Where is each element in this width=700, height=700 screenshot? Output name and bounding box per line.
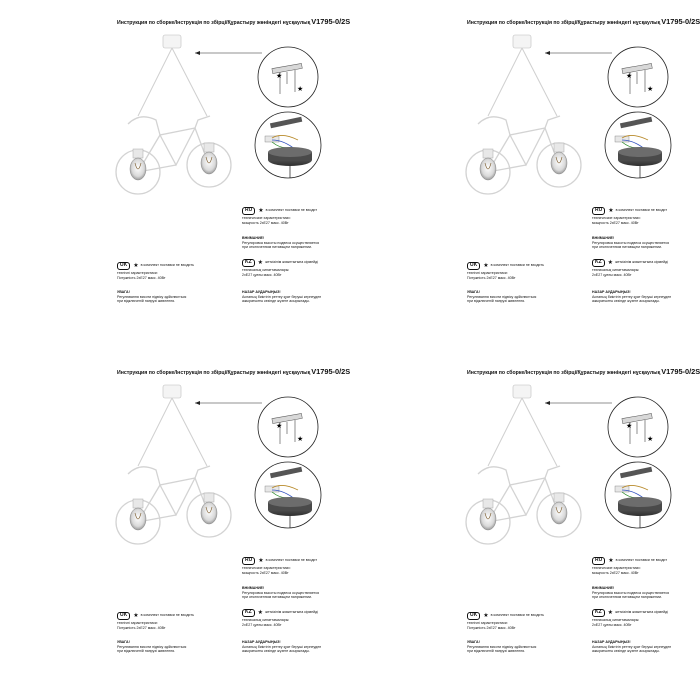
star-icon: ★ — [483, 613, 489, 619]
ru-badge: RU — [592, 557, 605, 565]
suspension-wire-right — [522, 48, 557, 116]
uk-specs: технічні характеристики: Потужність 2хE27 макс. 40Вт — [467, 621, 516, 630]
star-icon: ★ — [608, 208, 614, 214]
ru-note-row: RU ★ в комплект поставки не входит — [592, 557, 667, 565]
suspension-wire-left — [488, 398, 522, 466]
uk-note-row: UK ★ в комплект поставки не входить — [467, 262, 544, 270]
sheet-title: Инструкция по сборке/Інструкція по збірці/Құрастыру жөніндегі нұсқаулықV1795-0/2S — [117, 367, 350, 376]
kz-specs: техникалық сипаттамалары: 2хE27 қуаты макс. 40Вт — [592, 618, 640, 627]
instruction-sheet-bottom-left — [0, 350, 350, 700]
sheet-title: Инструкция по сборке/Інструкція по збірці/Құрастыру жөніндегі нұсқаулықV1795-0/2S — [467, 17, 700, 26]
lamp-left — [130, 149, 146, 180]
ru-warning: ВНИМАНИЕ! Регулировка высоты подвеса осуществляется при отключенном питающем напряжении. — [242, 236, 320, 250]
kz-note-row: KZ ★ жеткізілім жиынтығына кірмейді — [592, 259, 668, 267]
kz-badge: KZ — [242, 259, 255, 267]
kz-specs: техникалық сипаттамалары: 2хE27 қуаты макс. 40Вт — [242, 618, 290, 627]
uk-specs: технічні характеристики: Потужність 2хE27 макс. 40Вт — [117, 621, 166, 630]
kz-badge: KZ — [242, 609, 255, 617]
kz-badge: KZ — [592, 259, 605, 267]
star-icon: ★ — [607, 610, 614, 616]
detail-mounting-bar — [608, 397, 668, 457]
lamp-right — [551, 143, 567, 174]
svg-text:★: ★ — [297, 435, 304, 443]
sheet-title: Инструкция по сборке/Інструкція по збірці/Құрастыру жөніндегі нұсқаулықV1795-0/2S — [467, 367, 700, 376]
kz-note-row: KZ ★ жеткізілім жиынтығына кірмейді — [242, 609, 318, 617]
suspension-wire-left — [488, 48, 522, 116]
lamp-left — [130, 499, 146, 530]
star-icon: ★ — [133, 613, 139, 619]
star-icon: ★ — [607, 260, 614, 266]
kz-warning: НАЗАР АУДАРЫҢЫЗ! Аспаның биіктігін реттеу қуат беруші кернеуден ажыратылғы кезінде жүзеге асырылады. — [242, 640, 322, 654]
uk-warning: УВАГА! Регулювання висоти підвісу здійснюється при відключеній напрузі живлення. — [467, 640, 537, 654]
model-number: V1795-0/2S — [311, 367, 350, 376]
ru-warning: ВНИМАНИЕ! Регулировка высоты подвеса осуществляется при отключенном питающем напряжении. — [242, 586, 320, 600]
canopy — [513, 35, 531, 48]
uk-badge: UK — [467, 262, 480, 270]
detail-wiring — [255, 462, 321, 528]
kz-warning: НАЗАР АУДАРЫҢЫЗ! Аспаның биіктігін реттеу қуат беруші кернеуден ажыратылғы кезінде жүзеге асырылады. — [592, 640, 672, 654]
kz-specs: техникалық сипаттамалары: 2хE27 қуаты макс. 40Вт — [242, 268, 290, 277]
uk-note-row: UK ★ в комплект поставки не входить — [117, 262, 194, 270]
uk-warning: УВАГА! Регулювання висоти підвісу здійснюється при відключеній напрузі живлення. — [117, 640, 187, 654]
ru-specs: технические характеристики: мощность 2хE27 макс. 40Вт — [592, 566, 641, 575]
ru-note-row: RU ★ в комплект поставки не входит — [242, 557, 317, 565]
ru-specs: технические характеристики: мощность 2хE27 макс. 40Вт — [592, 216, 641, 225]
sheet-title: Инструкция по сборке/Інструкція по збірці/Құрастыру жөніндегі нұсқаулықV1795-0/2S — [117, 17, 350, 26]
svg-text:★: ★ — [647, 85, 654, 93]
model-number: V1795-0/2S — [661, 17, 700, 26]
detail-mounting-bar — [608, 47, 668, 107]
ru-note-row: RU ★ в комплект поставки не входит — [242, 207, 317, 215]
kz-warning: НАЗАР АУДАРЫҢЫЗ! Аспаның биіктігін реттеу қуат беруші кернеуден ажыратылғы кезінде жүзеге асырылады. — [242, 290, 322, 304]
star-icon: ★ — [258, 558, 264, 564]
svg-text:★: ★ — [626, 72, 633, 80]
ru-badge: RU — [592, 207, 605, 215]
kz-specs: техникалық сипаттамалары: 2хE27 қуаты макс. 40Вт — [592, 268, 640, 277]
star-icon: ★ — [483, 263, 489, 269]
suspension-wire-left — [138, 48, 172, 116]
canopy — [163, 35, 181, 48]
canopy — [163, 385, 181, 398]
svg-text:★: ★ — [276, 422, 283, 430]
ru-note-row: RU ★ в комплект поставки не входит — [592, 207, 667, 215]
svg-text:★: ★ — [647, 435, 654, 443]
lamp-right — [201, 143, 217, 174]
lamp-right — [551, 493, 567, 524]
ru-specs: технические характеристики: мощность 2хE27 макс. 40Вт — [242, 566, 291, 575]
suspension-wire-left — [138, 398, 172, 466]
svg-text:★: ★ — [626, 422, 633, 430]
model-number: V1795-0/2S — [311, 17, 350, 26]
star-icon: ★ — [257, 260, 264, 266]
ru-warning: ВНИМАНИЕ! Регулировка высоты подвеса осуществляется при отключенном питающем напряжении. — [592, 236, 670, 250]
kz-note-row: KZ ★ жеткізілім жиынтығына кірмейді — [592, 609, 668, 617]
star-icon: ★ — [257, 610, 264, 616]
instruction-sheet-top-left — [0, 0, 350, 350]
detail-wiring — [605, 112, 671, 178]
canopy — [513, 385, 531, 398]
star-icon: ★ — [133, 263, 139, 269]
ru-badge: RU — [242, 557, 255, 565]
suspension-wire-right — [172, 48, 207, 116]
suspension-wire-right — [172, 398, 207, 466]
detail-mounting-bar — [258, 47, 318, 107]
uk-badge: UK — [117, 612, 130, 620]
uk-note-row: UK ★ в комплект поставки не входить — [467, 612, 544, 620]
lamp-right — [201, 493, 217, 524]
uk-warning: УВАГА! Регулювання висоти підвісу здійснюється при відключеній напрузі живлення. — [117, 290, 187, 304]
detail-mounting-bar — [258, 397, 318, 457]
kz-badge: KZ — [592, 609, 605, 617]
uk-note-row: UK ★ в комплект поставки не входить — [117, 612, 194, 620]
instruction-sheet-top-right — [350, 0, 700, 350]
ru-specs: технические характеристики: мощность 2хE27 макс. 40Вт — [242, 216, 291, 225]
svg-text:★: ★ — [276, 72, 283, 80]
svg-text:★: ★ — [297, 85, 304, 93]
lamp-left — [480, 499, 496, 530]
star-icon: ★ — [258, 208, 264, 214]
detail-wiring — [605, 462, 671, 528]
uk-specs: технічні характеристики: Потужність 2хE27 макс. 40Вт — [467, 271, 516, 280]
ru-warning: ВНИМАНИЕ! Регулировка высоты подвеса осуществляется при отключенном питающем напряжении. — [592, 586, 670, 600]
kz-warning: НАЗАР АУДАРЫҢЫЗ! Аспаның биіктігін реттеу қуат беруші кернеуден ажыратылғы кезінде жүзеге асырылады. — [592, 290, 672, 304]
uk-warning: УВАГА! Регулювання висоти підвісу здійснюється при відключеній напрузі живлення. — [467, 290, 537, 304]
detail-wiring — [255, 112, 321, 178]
star-icon: ★ — [608, 558, 614, 564]
lamp-left — [480, 149, 496, 180]
uk-badge: UK — [117, 262, 130, 270]
suspension-wire-right — [522, 398, 557, 466]
uk-specs: технічні характеристики: Потужність 2хE27 макс. 40Вт — [117, 271, 166, 280]
uk-badge: UK — [467, 612, 480, 620]
model-number: V1795-0/2S — [661, 367, 700, 376]
kz-note-row: KZ ★ жеткізілім жиынтығына кірмейді — [242, 259, 318, 267]
ru-badge: RU — [242, 207, 255, 215]
instruction-sheet-bottom-right — [350, 350, 700, 700]
